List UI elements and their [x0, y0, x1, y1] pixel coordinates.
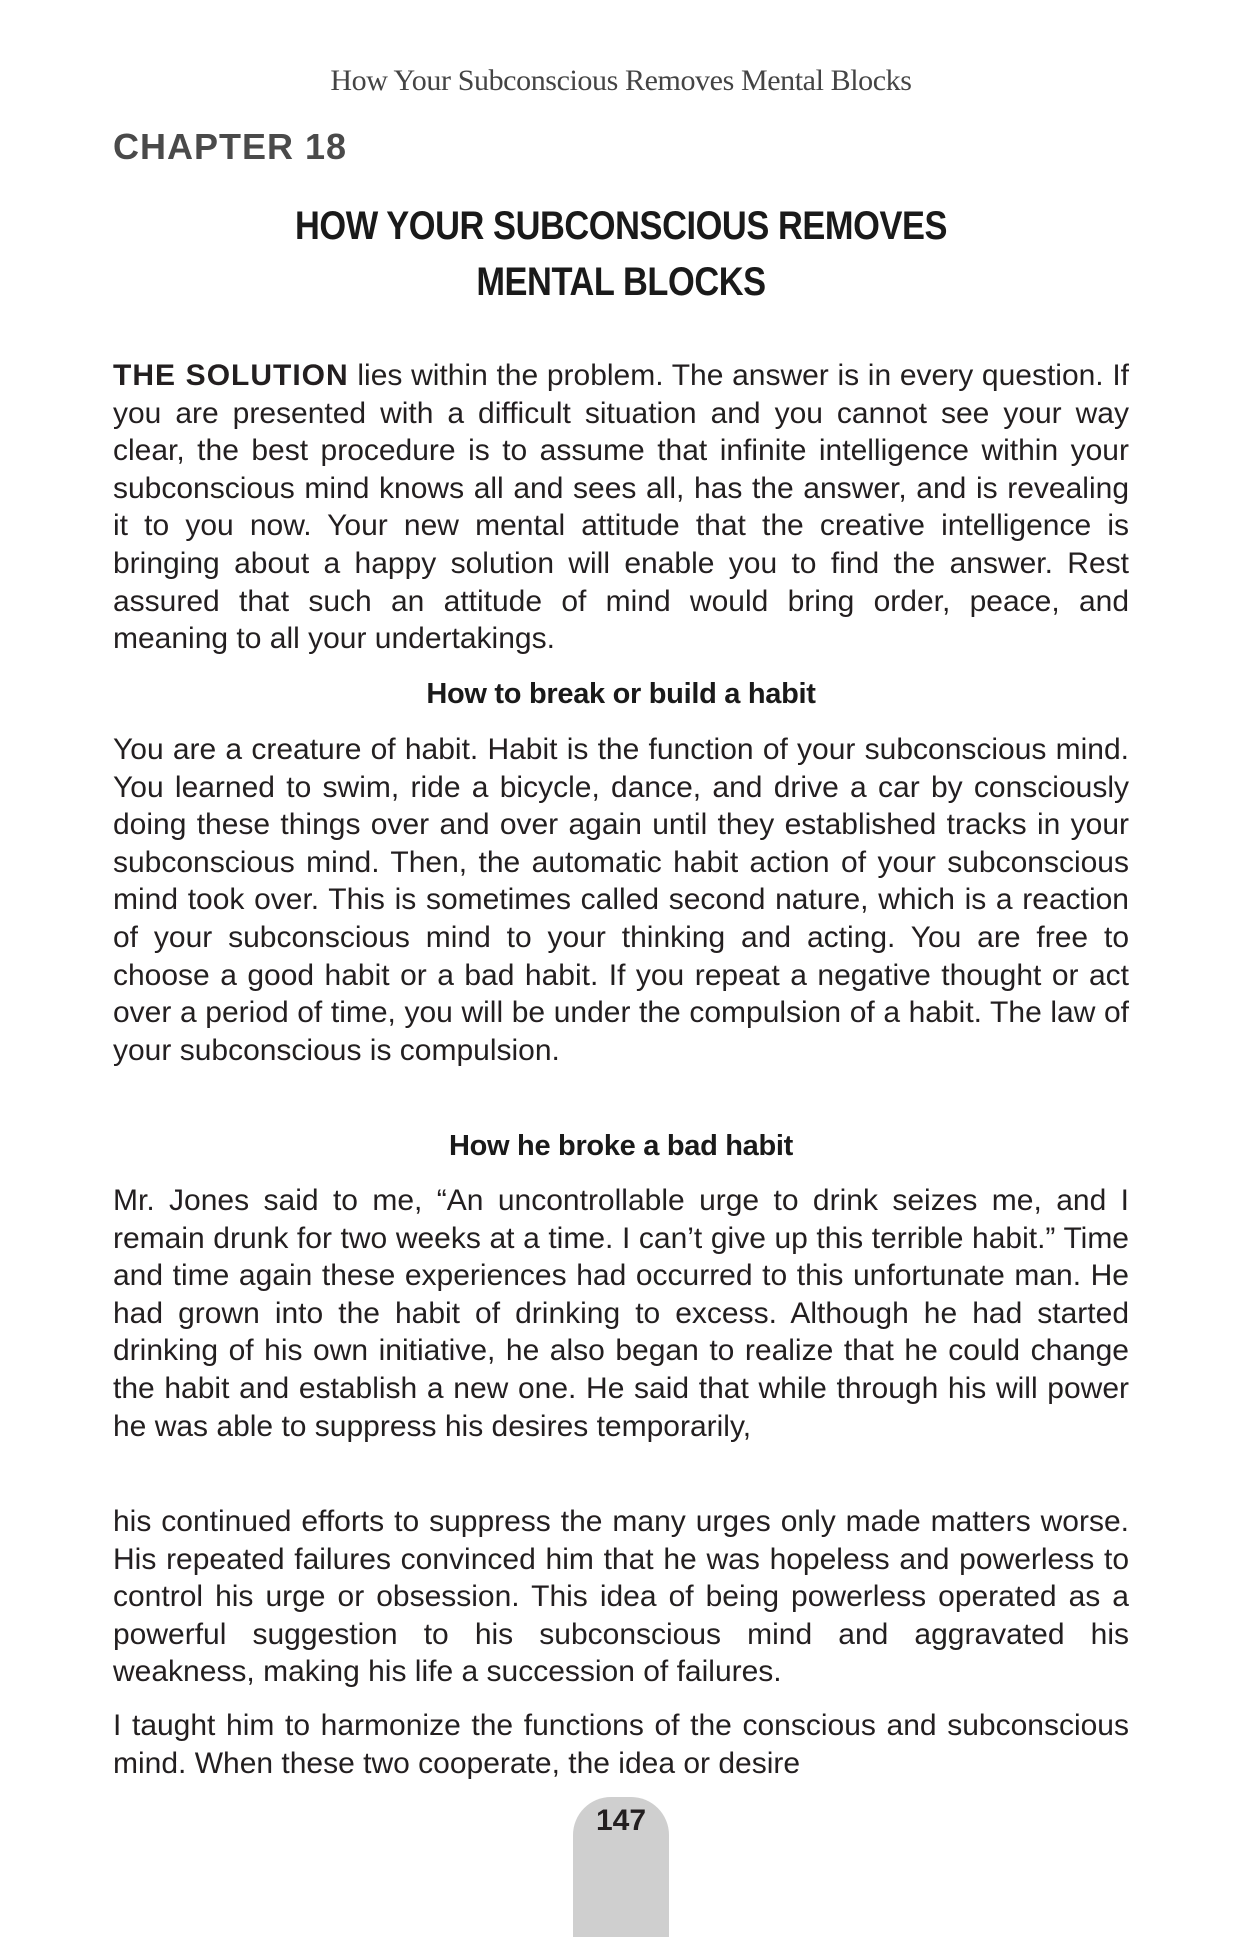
paragraph-harmonize: I taught him to harmonize the functions of the conscious and subconscious mind. When these two cooperate, the idea or desire	[113, 1709, 1129, 1780]
paragraph-intro-text: lies within the problem. The answer is in every question. If you are presented with a difficult situation and you cannot see your way clear, the best procedure is to assume that infinite intelligence within your subconscious mind knows all and sees all, has the answer, and is revealing it to you now. Your new mental attitude that the creative intelligence is bringing about a happy solution will enable you to find the answer. Rest assured that such an attitude of mind would bring order, peace, and meaning to all your undertakings.	[113, 359, 1129, 656]
paragraph-continued-efforts: his continued efforts to suppress the many urges only made matters worse. His repeated failures convinced him that he was hopeless and powerless to control his urge or obsession. This idea of being powerless operated as a powerful suggestion to his subconscious mind and aggravated his weakness, making his life a succession of failures.	[113, 1505, 1129, 1689]
paragraph-habit: You are a creature of habit. Habit is the function of your subconscious mind. You learned to swim, ride a bicycle, dance, and drive a car by consciously doing these things over and over again until they established tracks in your subconscious mind. Then, the automatic habit action of your subconscious mind took over. This is sometimes called second nature, which is a reaction of your subconscious mind to your thinking and acting. You are free to choose a good habit or a bad habit. If you repeat a negative thought or act over a period of time, you will be under the compulsion of a habit. The law of your subconscious is compulsion.	[113, 733, 1129, 1067]
chapter-title-line-1: HOW YOUR SUBCONSCIOUS REMOVES	[294, 204, 948, 248]
chapter-title-line-2: MENTAL BLOCKS	[476, 260, 766, 304]
chapter-label: CHAPTER 18	[113, 126, 348, 167]
page-number: 147	[595, 1804, 647, 1837]
running-head: How Your Subconscious Removes Mental Blocks	[330, 64, 912, 97]
section-heading-broke-bad-habit: How he broke a bad habit	[448, 1130, 794, 1162]
chapter-title	[87, 198, 1155, 310]
paragraph-lead-in: THE SOLUTION	[113, 359, 349, 392]
section-heading-break-build-habit: How to break or build a habit	[426, 678, 816, 710]
paragraph-intro	[113, 357, 1129, 658]
paragraph-mr-jones: Mr. Jones said to me, “An uncontrollable urge to drink seizes me, and I remain drunk for two weeks at a time. I can’t give up this terrible habit.” Time and time again these experiences had occurred to this unfortunate man. He had grown into the habit of drinking to excess. Although he had started drinking of his own initiative, he also began to realize that he could change the habit and establish a new one. He said that while through his will power he was able to suppress his desires temporarily,	[113, 1184, 1129, 1443]
